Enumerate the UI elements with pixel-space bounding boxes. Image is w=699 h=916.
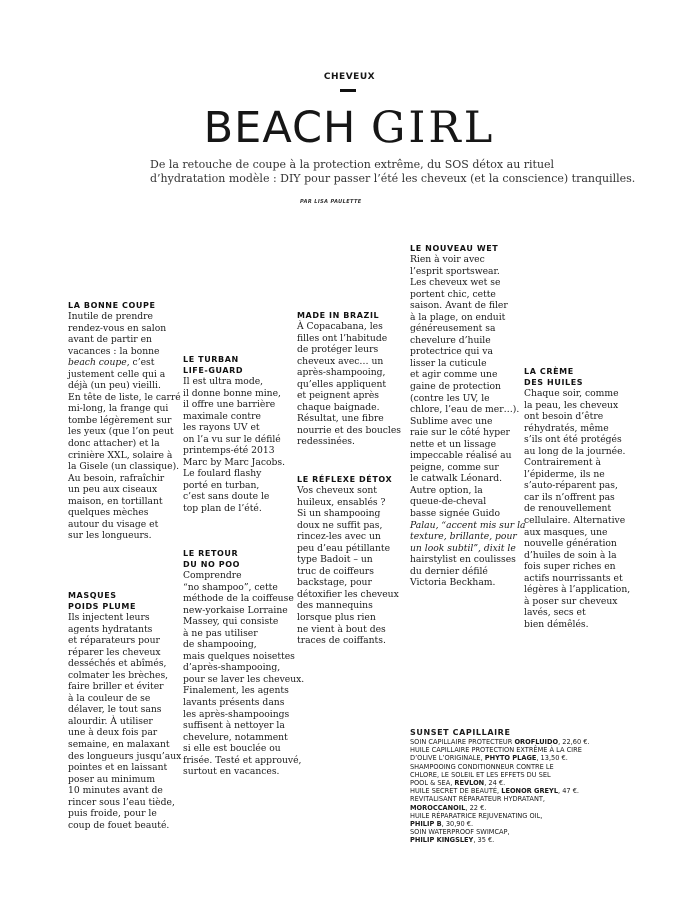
- body-line: frisée. Testé et approuvé,: [183, 754, 302, 766]
- body-line: à la plage, on enduit: [410, 311, 506, 323]
- heading-line: DU NO POO: [183, 560, 241, 569]
- body-line: de shampooing,: [183, 639, 257, 651]
- body-line: les rayons UV et: [183, 422, 260, 434]
- body-line: Ils injectent leurs: [68, 612, 150, 623]
- body-line: top plan de l’été.: [183, 503, 262, 515]
- body-line: réparer les cheveux: [68, 646, 161, 658]
- body-line: Inutile de prendre: [68, 311, 153, 322]
- section-brazil: [297, 310, 407, 448]
- body-line: poser au minimum: [68, 773, 156, 785]
- product-line: SHAMPOOING CONDITIONNEUR CONTRE LE: [410, 762, 554, 771]
- lede-line: De la retouche de coupe à la protection extrême, du SOS détox au rituel: [150, 158, 555, 171]
- body-line: actifs nourrissants et: [524, 572, 623, 584]
- heading-line: LA CRÈME: [524, 367, 574, 376]
- body-line: du dernier défilé: [410, 565, 488, 577]
- body-line: lisser la cuticule: [410, 357, 487, 369]
- body-line: à la couleur de se: [68, 692, 151, 704]
- body-line: lavants présents dans: [183, 697, 285, 709]
- body-line: chevelure, notamment: [183, 731, 288, 743]
- body-line: déjà (un peu) vieilli.: [68, 380, 161, 392]
- body-line: la Gisele (un classique).: [68, 461, 180, 473]
- body-line: basse signée Guido: [410, 508, 500, 520]
- body-line: le catwalk Léonard.: [410, 473, 503, 485]
- body-line: à poser sur cheveux: [524, 595, 618, 607]
- body-line: aux masques, une: [524, 526, 608, 538]
- body-line: un look subtil”, dixit le: [410, 542, 516, 554]
- body-line: traces de coiffants.: [297, 635, 386, 647]
- body-line: il donne bonne mine,: [183, 387, 281, 399]
- body-line: nourrie et des boucles: [297, 424, 402, 436]
- body-line: des mannequins: [297, 600, 373, 612]
- body-line: il offre une barrière: [183, 399, 276, 411]
- body-line: et peignent après: [297, 390, 379, 402]
- heading-line: MASQUES: [68, 591, 117, 600]
- body-line: de renouvellement: [524, 503, 612, 515]
- body-line: rincez-les avec un: [297, 531, 381, 543]
- product-line: HUILE CAPILLAIRE PROTECTION EXTRÊME À LA CIRE: [410, 746, 582, 755]
- heading-line: LE TURBAN: [183, 355, 239, 364]
- body-line: texture, brillante, pour: [410, 531, 517, 543]
- body-line: tombe légèrement sur: [68, 414, 172, 426]
- body-line: fois super riches en: [524, 561, 616, 573]
- body-line: et réparateurs pour: [68, 635, 160, 647]
- body-line: cheveux avec… un: [297, 355, 384, 367]
- body-line: saison. Avant de filer: [410, 300, 508, 312]
- body-line: peu d’eau pétillante: [297, 542, 391, 554]
- product-line: CHLORE, LE SOLEIL ET LES EFFETS DU SEL: [410, 770, 551, 779]
- product-line: HUILE RÉPARATRICE REJUVENATING OIL,: [410, 811, 543, 820]
- body-line: Le foulard flashy: [183, 468, 262, 480]
- body-line: impeccable réalisé au: [410, 450, 512, 462]
- body-line: 10 minutes avant de: [68, 785, 163, 797]
- body-line: printemps-été 2013: [183, 445, 275, 457]
- body-line: hairstylist en coulisses: [410, 554, 516, 566]
- product-line: SOIN WATERPROOF SWIMCAP,: [410, 828, 510, 837]
- heading-line: MADE IN BRAZIL: [297, 311, 380, 320]
- body-line: queue-de-cheval: [410, 496, 487, 508]
- body-line: s’auto-réparent pas,: [524, 480, 618, 492]
- body-line: nouvelle génération: [524, 538, 617, 550]
- body-line: Palau, “accent mis sur la: [410, 519, 526, 531]
- section-heading: [68, 590, 178, 612]
- product-line: PHILIP B, 30,90 €.: [410, 820, 474, 829]
- body-line: lorsque plus rien: [297, 612, 376, 624]
- body-line: généreusement sa: [410, 323, 496, 335]
- article-lede: [150, 158, 636, 186]
- body-line: sur les longueurs.: [68, 530, 152, 542]
- heading-line: LE RÉFLEXE DÉTOX: [297, 475, 393, 484]
- sunset-list: [410, 738, 640, 845]
- body-line: vacances : la bonne: [68, 345, 160, 357]
- body-line: autour du visage et: [68, 518, 159, 530]
- product-brand: REVLON: [454, 779, 485, 788]
- section-huiles: [524, 366, 636, 630]
- body-line: s’ils ont été protégés: [524, 434, 622, 446]
- body-line: Chaque soir, comme: [524, 388, 619, 399]
- body-line: et agir comme une: [410, 369, 498, 381]
- body-line: Victoria Beckham.: [410, 577, 496, 589]
- lede-line: d’hydratation modèle : DIY pour passer l’été les cheveux (et la conscience) tranquilles.: [150, 172, 636, 185]
- section-heading: [297, 474, 407, 485]
- body-line: porté en turban,: [183, 479, 260, 491]
- section-heading: [297, 310, 407, 321]
- body-line: l’esprit sportswear.: [410, 265, 500, 277]
- body-line: puis froide, pour le: [68, 808, 157, 820]
- body-line: Résultat, une fibre: [297, 413, 384, 425]
- body-line: chevelure d’huile: [410, 334, 491, 346]
- product-brand: PHYTO PLAGE: [484, 754, 537, 763]
- body-line: Si un shampooing: [297, 508, 381, 520]
- body-line: pointes et en laissant: [68, 762, 168, 774]
- product-line: MOROCCANOIL, 22 €.: [410, 803, 487, 812]
- body-line: raie sur le côté hyper: [410, 427, 510, 439]
- section-heading: [524, 366, 636, 388]
- product-brand: PHILIP B: [410, 820, 442, 829]
- body-line: détoxifier les cheveux: [297, 588, 399, 600]
- sunset-heading: SUNSET CAPILLAIRE: [410, 728, 511, 737]
- body-line: filles ont l’habitude: [297, 332, 388, 344]
- body-line: faire briller et éviter: [68, 681, 164, 693]
- body-line: colmater les brèches,: [68, 669, 169, 681]
- body-line: Les cheveux wet se: [410, 277, 501, 289]
- body-line: coup de fouet beauté.: [68, 819, 170, 831]
- product-line: PHILIP KINGSLEY, 35 €.: [410, 836, 495, 845]
- body-line: bien démêlés.: [524, 618, 589, 630]
- body-line: pour se laver les cheveux.: [183, 673, 305, 685]
- product-line: REVITALISANT RÉPARATEUR HYDRATANT,: [410, 795, 546, 804]
- body-line: au long de la journée.: [524, 445, 626, 457]
- product-brand: OROFLUIDO: [514, 738, 559, 746]
- body-line: alourdir. À utiliser: [68, 715, 153, 727]
- body-line: peigne, comme sur: [410, 461, 499, 473]
- body-line: nette et un lissage: [410, 438, 497, 450]
- body-line: backstage, pour: [297, 577, 372, 589]
- heading-line: POIDS PLUME: [68, 602, 137, 611]
- body-line: Finalement, les agents: [183, 685, 289, 697]
- body-line: à ne pas utiliser: [183, 627, 258, 639]
- body-line: donc attacher) et la: [68, 438, 160, 450]
- product-brand: PHILIP KINGSLEY: [410, 836, 474, 845]
- body-line: Sublime avec une: [410, 415, 493, 427]
- body-line: un peu aux ciseaux: [68, 484, 158, 496]
- body-line: Autre option, la: [410, 484, 483, 496]
- body-line: méthode de la coiffeuse: [183, 593, 294, 605]
- product-line: POOL & SEA, REVLON, 24 €.: [410, 779, 506, 788]
- body-line: délaver, le tout sans: [68, 704, 162, 716]
- body-line: En tête de liste, le carré: [68, 391, 181, 403]
- rubric-divider: [340, 89, 356, 92]
- body-line: lavés, secs et: [524, 607, 586, 619]
- body-line: Rien à voir avec: [410, 254, 485, 265]
- body-line: d’après-shampooing,: [183, 662, 281, 674]
- section-detox: [297, 474, 407, 647]
- body-line: protectrice qui va: [410, 346, 493, 358]
- product-line: SOIN CAPILLAIRE PROTECTEUR OROFLUIDO, 22,60 €.: [410, 738, 590, 746]
- section-heading: [183, 548, 295, 570]
- body-line: car ils n’offrent pas: [524, 491, 615, 503]
- body-line: Contrairement à: [524, 457, 601, 469]
- body-line: de protéger leurs: [297, 344, 379, 356]
- body-line: redessinées.: [297, 436, 355, 448]
- body-line: portent chic, cette: [410, 288, 496, 300]
- body-line: agents hydratants: [68, 623, 153, 635]
- body-line: c’est sans doute le: [183, 491, 270, 503]
- body-line: chaque baignade.: [297, 401, 380, 413]
- body-line: ont besoin d’être: [524, 411, 604, 423]
- body-line: À Copacabana, les: [297, 321, 383, 332]
- body-line: “no shampoo”, cette: [183, 581, 278, 593]
- body-line: légères à l’application,: [524, 584, 631, 596]
- section-wet: [410, 243, 526, 589]
- body-line: si elle est bouclée ou: [183, 743, 281, 755]
- section-masques: [68, 590, 182, 831]
- body-line: surtout en vacances.: [183, 766, 280, 778]
- byline: PAR LISA PAULETTE: [300, 199, 362, 205]
- body-line: maximale contre: [183, 410, 261, 422]
- product-line: D’OLIVE L’ORIGINALE, PHYTO PLAGE, 13,50 €.: [410, 754, 568, 763]
- section-turban: [183, 354, 293, 515]
- body-line: Il est ultra mode,: [183, 376, 264, 387]
- article-title: [0, 104, 699, 152]
- heading-line: LE RETOUR: [183, 549, 239, 558]
- section-heading: [68, 300, 178, 311]
- body-line: justement celle qui a: [68, 368, 166, 380]
- body-line: truc de coiffeurs: [297, 565, 374, 577]
- body-line: les yeux (que l’on peut: [68, 426, 174, 438]
- section-bonne-coupe: [68, 300, 181, 542]
- body-line: une à deux fois par: [68, 727, 158, 739]
- section-no-poo: [183, 548, 305, 778]
- body-line: après-shampooing,: [297, 367, 386, 379]
- body-line: crinière XXL, solaire à: [68, 449, 173, 461]
- body-line: Massey, qui consiste: [183, 616, 279, 628]
- body-line: ne vient à bout des: [297, 623, 386, 635]
- body-line: qu’elles appliquent: [297, 378, 387, 390]
- body-line: new-yorkaise Lorraine: [183, 604, 288, 616]
- heading-line: DES HUILES: [524, 378, 584, 387]
- heading-line: LIFE-GUARD: [183, 366, 244, 375]
- section-heading: [410, 243, 522, 254]
- body-line: doux ne suffit pas,: [297, 519, 383, 531]
- product-brand: LEONOR GREYL: [501, 787, 559, 796]
- product-brand: MOROCCANOIL: [410, 803, 466, 812]
- section-rubric: CHEVEUX: [323, 72, 376, 82]
- body-line: avant de partir en: [68, 334, 152, 346]
- body-line: huileux, ensablés ?: [297, 496, 386, 508]
- title-part-girl: GIRL: [371, 103, 496, 153]
- body-line: d’huiles de soin à la: [524, 549, 617, 561]
- body-line: Vos cheveux sont: [297, 485, 377, 496]
- body-line: maison, en tortillant: [68, 495, 163, 507]
- body-line: réhydratés, même: [524, 422, 609, 434]
- body-line: on l’a vu sur le défilé: [183, 433, 281, 445]
- body-line: Au besoin, rafraîchir: [68, 472, 165, 484]
- body-line: la peau, les cheveux: [524, 399, 619, 411]
- body-line: type Badoit – un: [297, 554, 373, 566]
- body-line: quelques mèches: [68, 507, 149, 519]
- body-line: Marc by Marc Jacobs.: [183, 456, 286, 468]
- body-line: beach coupe, c’est: [68, 357, 155, 369]
- body-line: mi-long, la frange qui: [68, 403, 169, 415]
- heading-line: LA BONNE COUPE: [68, 301, 156, 310]
- body-line: chlore, l’eau de mer…).: [410, 404, 520, 416]
- body-line: semaine, en malaxant: [68, 739, 170, 751]
- body-line: suffisent à nettoyer la: [183, 720, 285, 732]
- body-line: cellulaire. Alternative: [524, 515, 626, 527]
- body-line: rendez-vous en salon: [68, 322, 167, 334]
- body-line: (contre les UV, le: [410, 392, 490, 404]
- body-line: gaine de protection: [410, 381, 501, 393]
- body-line: l’épiderme, ils ne: [524, 468, 605, 480]
- body-line: desséchés et abîmés,: [68, 658, 167, 670]
- body-line: rincer sous l’eau tiède,: [68, 796, 175, 808]
- body-line: les après-shampooings: [183, 708, 290, 720]
- body-line: Comprendre: [183, 570, 242, 581]
- heading-line: LE NOUVEAU WET: [410, 244, 499, 253]
- body-line: des longueurs jusqu’aux: [68, 750, 182, 762]
- sunset-box: [410, 728, 640, 845]
- body-line: mais quelques noisettes: [183, 650, 295, 662]
- title-part-beach: BEACH: [203, 103, 357, 153]
- product-line: HUILE SECRET DE BEAUTÉ, LEONOR GREYL, 47 €.: [410, 787, 580, 796]
- section-heading: [183, 354, 293, 376]
